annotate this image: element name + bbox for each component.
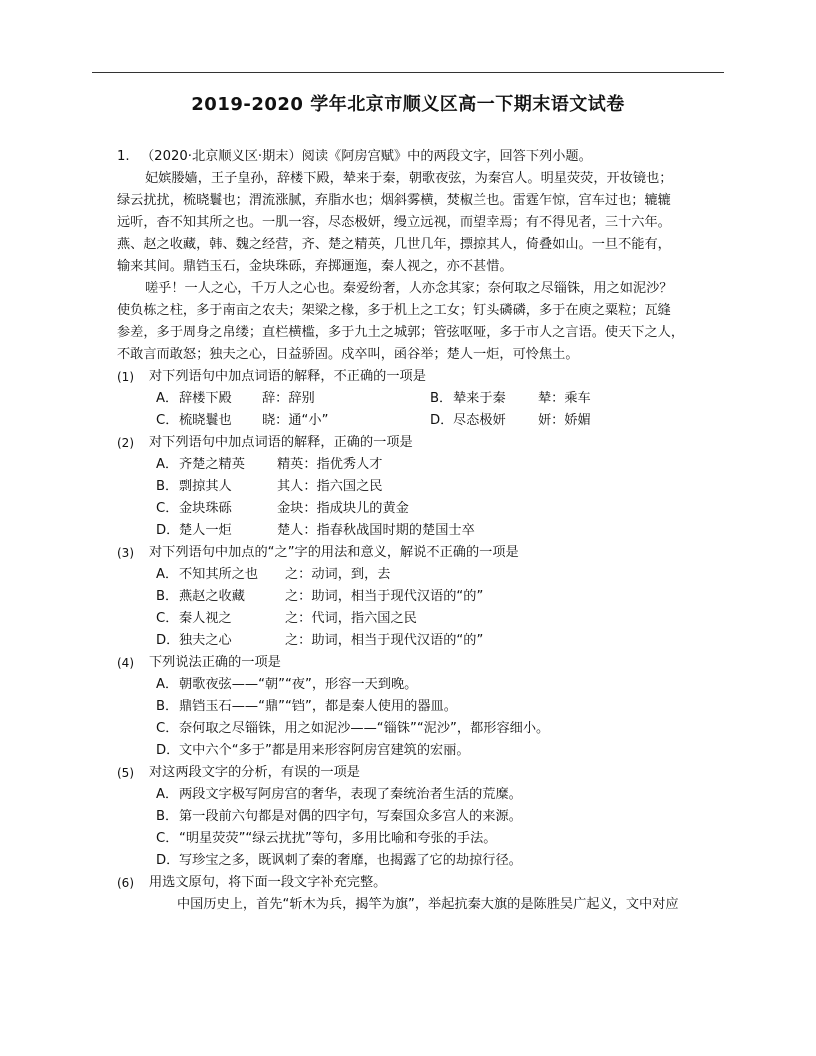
passage-line: 燕、赵之收藏，韩、魏之经营，齐、楚之精英，几世几年，摽掠其人，倚叠如山。一旦不能有， [117, 237, 671, 252]
passage-line: 绿云扰扰，梳晓鬟也；渭流涨腻，弃脂水也；烟斜雾横，焚椒兰也。雷霆乍惊，宫车过也；辘辘 [117, 193, 671, 208]
sub-question-text: 对下列语句中加点的“之”字的用法和意义，解说不正确的一项是 [149, 545, 519, 560]
option-letter: B． [156, 589, 179, 604]
option-text: 尽态极妍 [453, 413, 506, 428]
option-text: 奈何取之尽锱铢，用之如泥沙——“锱铢”“泥沙”，都形容细小。 [179, 721, 550, 736]
passage-paragraph-2 [117, 278, 729, 366]
option-gloss: 楚人：指春秋战国时期的楚国士卒 [277, 523, 475, 538]
option-text: 金块珠砾 [179, 501, 232, 516]
option-row [117, 454, 729, 476]
option-letter: A． [156, 567, 179, 582]
option-row [117, 696, 729, 718]
option-text: 剽掠其人 [179, 479, 232, 494]
option-letter: B． [430, 391, 453, 406]
option-letter: B． [156, 699, 179, 714]
option-gloss: 辇：乘车 [538, 391, 591, 406]
option-letter: A． [156, 457, 179, 472]
option-gloss: 之：助词，相当于现代汉语的“的” [285, 633, 484, 648]
option-gloss: 金块：指成块儿的黄金 [277, 501, 409, 516]
passage-line: 妃嫔媵嫱，王子皇孙，辞楼下殿，辇来于秦，朝歌夜弦，为秦宫人。明星荧荧，开妆镜也； [145, 171, 673, 186]
option-letter: C． [156, 721, 179, 736]
option-letter: A． [156, 391, 179, 406]
option-letter: D． [156, 743, 180, 758]
option-gloss: 其人：指六国之民 [277, 479, 383, 494]
option-letter: C． [156, 831, 179, 846]
option-text: 第一段前六句都是对偶的四字句，写秦国众多宫人的来源。 [179, 809, 522, 824]
question-number: 1. [117, 149, 130, 164]
option-gloss: 晓：通“小” [262, 413, 329, 428]
option-gloss: 精英：指优秀人才 [277, 457, 383, 472]
option-row [117, 630, 729, 652]
header-rule [92, 72, 724, 73]
sub-question-number: (2) [117, 436, 134, 450]
option-row [117, 410, 729, 432]
option-text: 朝歌夜弦——“朝”“夜”，形容一天到晚。 [179, 677, 418, 692]
option-text: 燕赵之收藏 [179, 589, 245, 604]
option-text: 楚人一炬 [179, 523, 232, 538]
sub-question-text: 对这两段文字的分析，有误的一项是 [149, 765, 360, 780]
option-row [117, 850, 729, 872]
sub-question-text: 对下列语句中加点词语的解释，正确的一项是 [149, 435, 413, 450]
option-text: 辇来于秦 [453, 391, 506, 406]
option-gloss: 辞：辞别 [262, 391, 315, 406]
option-text: 鼎铛玉石——“鼎”“铛”，都是秦人使用的器皿。 [179, 699, 457, 714]
option-letter: B． [156, 479, 179, 494]
option-text: 秦人视之 [179, 611, 232, 626]
question-prompt: （2020·北京顺义区·期末）阅读《阿房宫赋》中的两段文字，回答下列小题。 [141, 149, 592, 164]
option-row [117, 740, 729, 762]
sub-question-number: (4) [117, 656, 134, 670]
fill-in-passage: 中国历史上，首先“斩木为兵，揭竿为旗”，举起抗秦大旗的是陈胜吴广起义，文中对应 [177, 897, 679, 912]
option-text: 梳晓鬟也 [179, 413, 232, 428]
question-header [117, 146, 729, 168]
option-text: 写珍宝之多，既讽刺了秦的奢靡，也揭露了它的劫掠行径。 [179, 853, 522, 868]
passage-line: 嗟乎！一人之心，千万人之心也。秦爱纷奢，人亦念其家；奈何取之尽锱铢，用之如泥沙？ [145, 281, 673, 296]
option-text: 齐楚之精英 [179, 457, 245, 472]
option-row [117, 498, 729, 520]
sub-question-text: 对下列语句中加点词语的解释，不正确的一项是 [149, 369, 426, 384]
option-row [117, 828, 729, 850]
option-letter: A． [156, 677, 179, 692]
option-row [117, 520, 729, 542]
option-letter: D． [156, 853, 180, 868]
sub-question-4 [117, 652, 729, 674]
option-row [117, 388, 729, 410]
sub-question-1 [117, 366, 729, 388]
option-gloss: 之：助词，相当于现代汉语的“的” [285, 589, 484, 604]
option-gloss: 之：代词，指六国之民 [285, 611, 417, 626]
option-letter: C． [156, 611, 179, 626]
option-text: 辞楼下殿 [179, 391, 232, 406]
sub-question-5 [117, 762, 729, 784]
option-gloss: 之：动词，到，去 [285, 567, 391, 582]
option-row [117, 586, 729, 608]
option-letter: B． [156, 809, 179, 824]
sub-question-6 [117, 872, 729, 894]
sub-question-number: (5) [117, 766, 134, 780]
sub-question-number: (6) [117, 876, 134, 890]
sub-question-number: (3) [117, 546, 134, 560]
option-text: 两段文字极写阿房宫的奢华，表现了秦统治者生活的荒糜。 [179, 787, 522, 802]
option-gloss: 妍：娇媚 [538, 413, 591, 428]
option-text: 文中六个“多于”都是用来形容阿房宫建筑的宏丽。 [179, 743, 470, 758]
option-row [117, 806, 729, 828]
option-row [117, 674, 729, 696]
option-text: 不知其所之也 [179, 567, 259, 582]
option-letter: D． [156, 633, 180, 648]
option-row [117, 564, 729, 586]
passage-line: 使负栋之柱，多于南亩之农夫；架梁之椽，多于机上之工女；钉头磷磷，多于在庾之粟粒；瓦缝 [117, 303, 671, 318]
sub-question-text: 用选文原句，将下面一段文字补充完整。 [149, 875, 387, 890]
option-text: 独夫之心 [179, 633, 232, 648]
option-row [117, 784, 729, 806]
option-letter: D． [156, 523, 180, 538]
page-title: 2019-2020 学年北京市顺义区高一下期末语文试卷 [191, 94, 625, 115]
sub-question-number: (1) [117, 370, 134, 384]
passage-line: 不敢言而敢怒；独夫之心，日益骄固。戍卒叫，函谷举；楚人一炬，可怜焦土。 [117, 347, 579, 362]
option-row [117, 476, 729, 498]
option-letter: D． [430, 413, 454, 428]
sub-question-3 [117, 542, 729, 564]
option-letter: C． [156, 413, 179, 428]
option-row [117, 608, 729, 630]
option-letter: A． [156, 787, 179, 802]
question-1 [117, 146, 729, 916]
option-letter: C． [156, 501, 179, 516]
passage-line: 远听，杳不知其所之也。一肌一容，尽态极妍，缦立远视，而望幸焉；有不得见者，三十六年。 [117, 215, 671, 230]
sub-question-2 [117, 432, 729, 454]
passage-line: 参差，多于周身之帛缕；直栏横槛，多于九土之城郭；管弦呕哑，多于市人之言语。使天下之人， [117, 325, 685, 340]
sub-question-text: 下列说法正确的一项是 [149, 655, 281, 670]
passage-paragraph-1 [117, 168, 729, 278]
option-text: “明星荧荧”“绿云扰扰”等句，多用比喻和夸张的手法。 [179, 831, 497, 846]
option-row [117, 718, 729, 740]
passage-line: 输来其间。鼎铛玉石，金块珠砾，弃掷逦迤，秦人视之，亦不甚惜。 [117, 259, 513, 274]
